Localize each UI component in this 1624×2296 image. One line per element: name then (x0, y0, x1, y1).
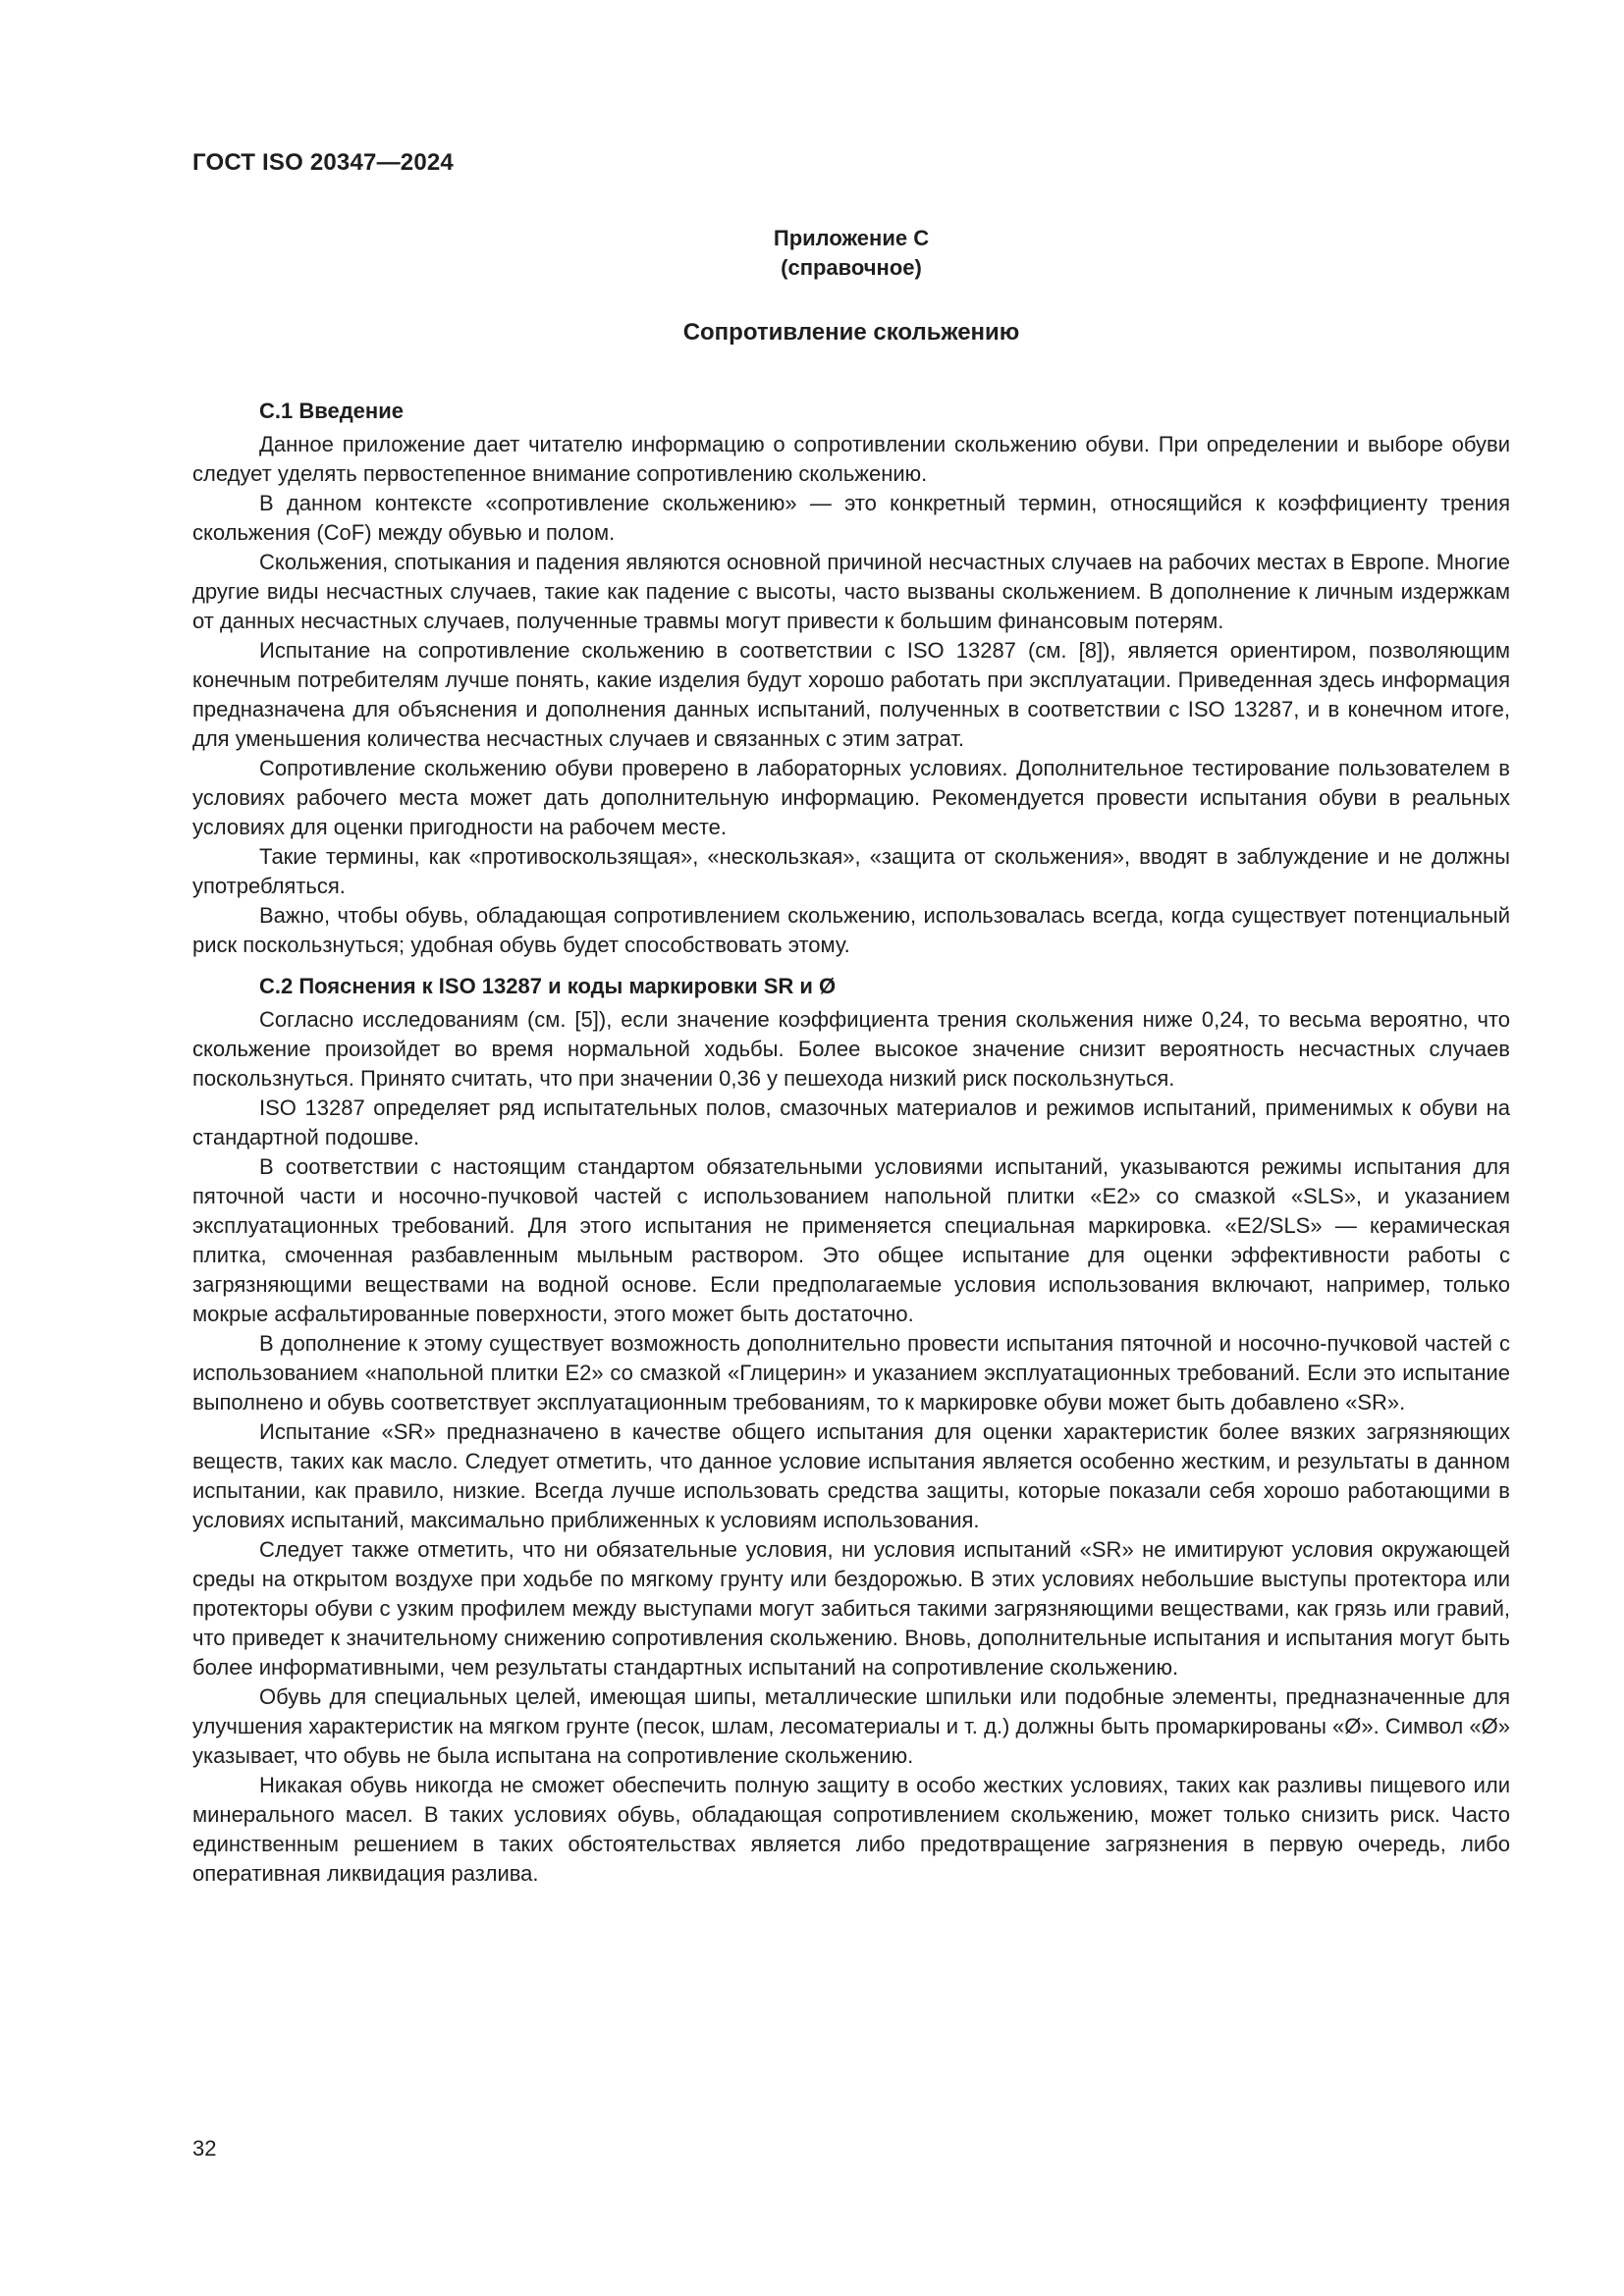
paragraph: Испытание «SR» предназначено в качестве общего испытания для оценки характеристик более вязких загрязняющих веществ, таких как масло. Следует отметить, что данное условие испытания является особенно жестким, и результаты в данном испытании, как правило, низкие. Всегда лучше использовать средства защиты, которые показали себя хорошо работающими в условиях испытаний, максимально приближенных к условиям использования. (192, 1419, 1510, 1532)
document-body (192, 397, 1510, 1889)
paragraph: Согласно исследованиям (см. [5]), если значение коэффициента трения скольжения ниже 0,24, то весьма вероятно, что скольжение произойдет во время нормальной ходьбы. Более высокое значение снизит вероятность несчастных случаев поскользнуться. Принято считать, что при значении 0,36 у пешехода низкий риск поскользнуться. (192, 1007, 1510, 1091)
paragraph: Важно, чтобы обувь, обладающая сопротивлением скольжению, использовалась всегда, когда существует потенциальный риск поскользнуться; удобная обувь будет способствовать этому. (192, 903, 1510, 957)
standard-code-header: ГОСТ ISO 20347—2024 (192, 149, 454, 176)
section-c2-iso13287-markings (192, 972, 1510, 1889)
paragraph: Никакая обувь никогда не сможет обеспечить полную защиту в особо жестких условиях, таких как разливы пищевого или минерального масел. В таких условиях обувь, обладающая сопротивлением скольжению, может только снизить риск. Часто единственным решением в таких обстоятельствах является либо предотвращение загрязнения в первую очередь, либо оперативная ликвидация разлива. (192, 1773, 1510, 1886)
section-heading: С.1 Введение (259, 399, 404, 423)
annex-heading: Сопротивление скольжению (682, 319, 1020, 346)
annex-title: Приложение С (773, 226, 930, 250)
paragraph: Сопротивление скольжению обуви проверено в лабораторных условиях. Дополнительное тестирование пользователем в условиях рабочего места может дать дополнительную информацию. Рекомендуется провести испытания обуви в реальных условиях для оценки пригодности на рабочем месте. (192, 756, 1510, 839)
paragraph: Обувь для специальных целей, имеющая шипы, металлические шпильки или подобные элементы, предназначенные для улучшения характеристик на мягком грунте (песок, шлам, лесоматериалы и т. д.) должны быть промаркированы «Ø». Символ «Ø» указывает, что обувь не была испытана на сопротивление скольжению. (192, 1684, 1510, 1768)
paragraph: Данное приложение дает читателю информацию о сопротивлении скольжению обуви. При определении и выборе обуви следует уделять первостепенное внимание сопротивлению скольжению. (192, 432, 1510, 486)
paragraph: Скольжения, спотыкания и падения являются основной причиной несчастных случаев на рабочих местах в Европе. Многие другие виды несчастных случаев, такие как падение с высоты, часто вызваны скольжением. В дополнение к личным издержкам от данных несчастных случаев, полученные травмы могут привести к большим финансовым потерям. (192, 550, 1510, 633)
paragraph: В дополнение к этому существует возможность дополнительно провести испытания пяточной и носочно-пучковой частей с использованием «напольной плитки Е2» со смазкой «Глицерин» и указанием эксплуатационных требований. Если это испытание выполнено и обувь соответствует эксплуатационным требованиям, то к маркировке обуви может быть добавлено «SR». (192, 1331, 1510, 1415)
paragraph: В данном контексте «сопротивление скольжению» — это конкретный термин, относящийся к коэффициенту трения скольжения (CoF) между обувью и полом. (192, 491, 1510, 545)
paragraph: ISO 13287 определяет ряд испытательных полов, смазочных материалов и режимов испытаний, применимых к обуви на стандартной подошве. (192, 1095, 1510, 1149)
section-heading: С.2 Пояснения к ISO 13287 и коды маркировки SR и Ø (259, 974, 837, 998)
section-c1-introduction (192, 397, 1510, 960)
paragraph: В соответствии с настоящим стандартом обязательными условиями испытаний, указываются режимы испытания для пяточной части и носочно-пучковой частей с использованием напольной плитки «Е2» со смазкой «SLS», и указанием эксплуатационных требований. Для этого испытания не применяется специальная маркировка. «E2/SLS» — керамическая плитка, смоченная разбавленным мыльным раствором. Это общее испытание для оценки эффективности работы с загрязняющими веществами на водной основе. Если предполагаемые условия использования включают, например, только мокрые асфальтированные поверхности, этого может быть достаточно. (192, 1154, 1510, 1326)
paragraph: Такие термины, как «противоскользящая», «нескользкая», «защита от скольжения», вводят в заблуждение и не должны употребляться. (192, 844, 1510, 898)
page-number: 32 (192, 2136, 217, 2161)
paragraph: Следует также отметить, что ни обязательные условия, ни условия испытаний «SR» не имитируют условия окружающей среды на открытом воздухе при ходьбе по мягкому грунту или бездорожью. В этих условиях небольшие выступы протектора или протекторы обуви с узким профилем между выступами могут забиться такими загрязняющими веществами, как грязь или гравий, что приведет к значительному снижению сопротивления скольжению. Вновь, дополнительные испытания и испытания могут быть более информативными, чем результаты стандартных испытаний на сопротивление скольжению. (192, 1537, 1510, 1680)
annex-kind: (справочное) (781, 255, 922, 280)
paragraph: Испытание на сопротивление скольжению в соответствии с ISO 13287 (см. [8]), является ориентиром, позволяющим конечным потребителям лучше понять, какие изделия будут хорошо работать при эксплуатации. Приведенная здесь информация предназначена для объяснения и дополнения данных испытаний, полученных в соответствии с ISO 13287, и в конечном итоге, для уменьшения количества несчастных случаев и связанных с этим затрат. (192, 638, 1510, 751)
